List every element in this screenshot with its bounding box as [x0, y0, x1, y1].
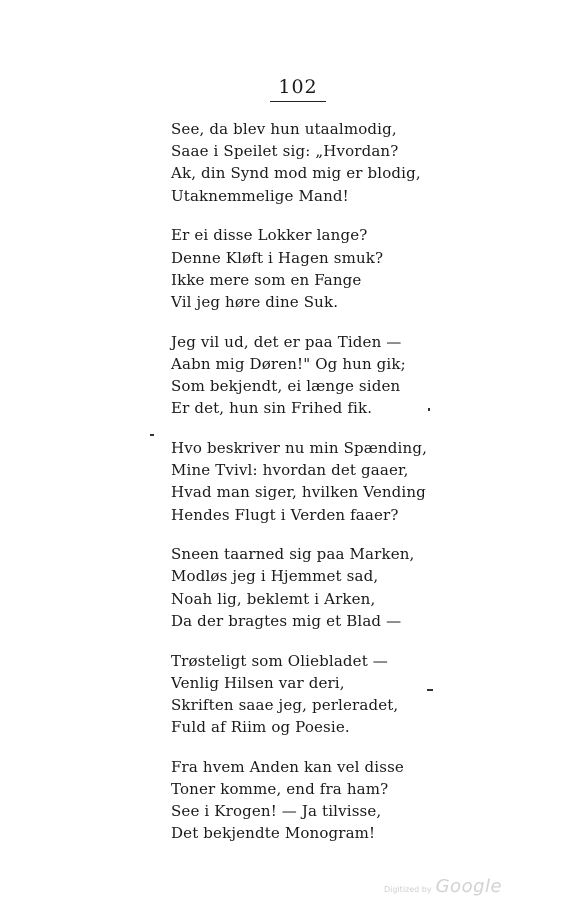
- stanza: [171, 118, 441, 207]
- poem: [171, 118, 441, 862]
- poem-line: See, da blev hun utaalmodig,: [171, 120, 397, 138]
- poem-line: Saae i Speilet sig: „Hvordan?: [171, 142, 399, 161]
- poem-line: Hvad man siger, hvilken Vending: [171, 483, 426, 502]
- poem-line: Fuld af Riim og Poesie.: [171, 718, 350, 737]
- ink-speck: [150, 434, 154, 436]
- stanza: [171, 331, 441, 420]
- poem-line: Modløs jeg i Hjemmet sad,: [171, 567, 379, 586]
- stanza: [171, 437, 441, 526]
- watermark-brand: Google: [435, 876, 503, 897]
- poem-line: Utaknemmelige Mand!: [171, 186, 349, 205]
- poem-line: Skriften saae jeg, perleradet,: [171, 695, 399, 714]
- poem-line: Er det, hun sin Frihed fik.: [171, 399, 373, 418]
- poem-line: Er ei disse Lokker lange?: [171, 226, 368, 245]
- poem-line: Venlig Hilsen var deri,: [171, 673, 345, 692]
- poem-line: Sneen taarned sig paa Marken,: [171, 545, 415, 564]
- ink-speck: [427, 689, 433, 691]
- stanza: [171, 650, 441, 739]
- stanza: [171, 224, 441, 313]
- poem-line: Fra hvem Anden kan vel disse: [171, 757, 404, 776]
- watermark-prefix: Digitized by: [384, 885, 432, 894]
- poem-line: See i Krogen! — Ja tilvisse,: [171, 802, 382, 821]
- digitization-watermark: [384, 876, 502, 897]
- poem-line: Hvo beskriver nu min Spænding,: [171, 438, 427, 457]
- poem-line: Mine Tvivl: hvordan det gaaer,: [171, 461, 409, 480]
- poem-line: Trøsteligt som Oliebladet —: [171, 651, 388, 670]
- poem-line: Aabn mig Døren!" Og hun gik;: [171, 354, 406, 373]
- poem-line: Som bekjendt, ei længe siden: [171, 377, 401, 396]
- poem-line: Noah lig, beklemt i Arken,: [171, 589, 376, 608]
- ink-speck: [428, 408, 430, 411]
- page-number: 102: [270, 76, 326, 102]
- poem-line: Ikke mere som en Fange: [171, 270, 362, 289]
- poem-line: Ak, din Synd mod mig er blodig,: [171, 164, 421, 183]
- poem-line: Da der bragtes mig et Blad —: [171, 611, 402, 630]
- poem-line: Jeg vil ud, det er paa Tiden —: [171, 332, 402, 351]
- poem-line: Denne Kløft i Hagen smuk?: [171, 248, 384, 267]
- stanza: [171, 543, 441, 632]
- stanza: [171, 756, 441, 845]
- poem-line: Toner komme, end fra ham?: [171, 780, 389, 799]
- poem-line: Vil jeg høre dine Suk.: [171, 292, 339, 311]
- poem-line: Det bekjendte Monogram!: [171, 824, 376, 843]
- poem-line: Hendes Flugt i Verden faaer?: [171, 505, 399, 524]
